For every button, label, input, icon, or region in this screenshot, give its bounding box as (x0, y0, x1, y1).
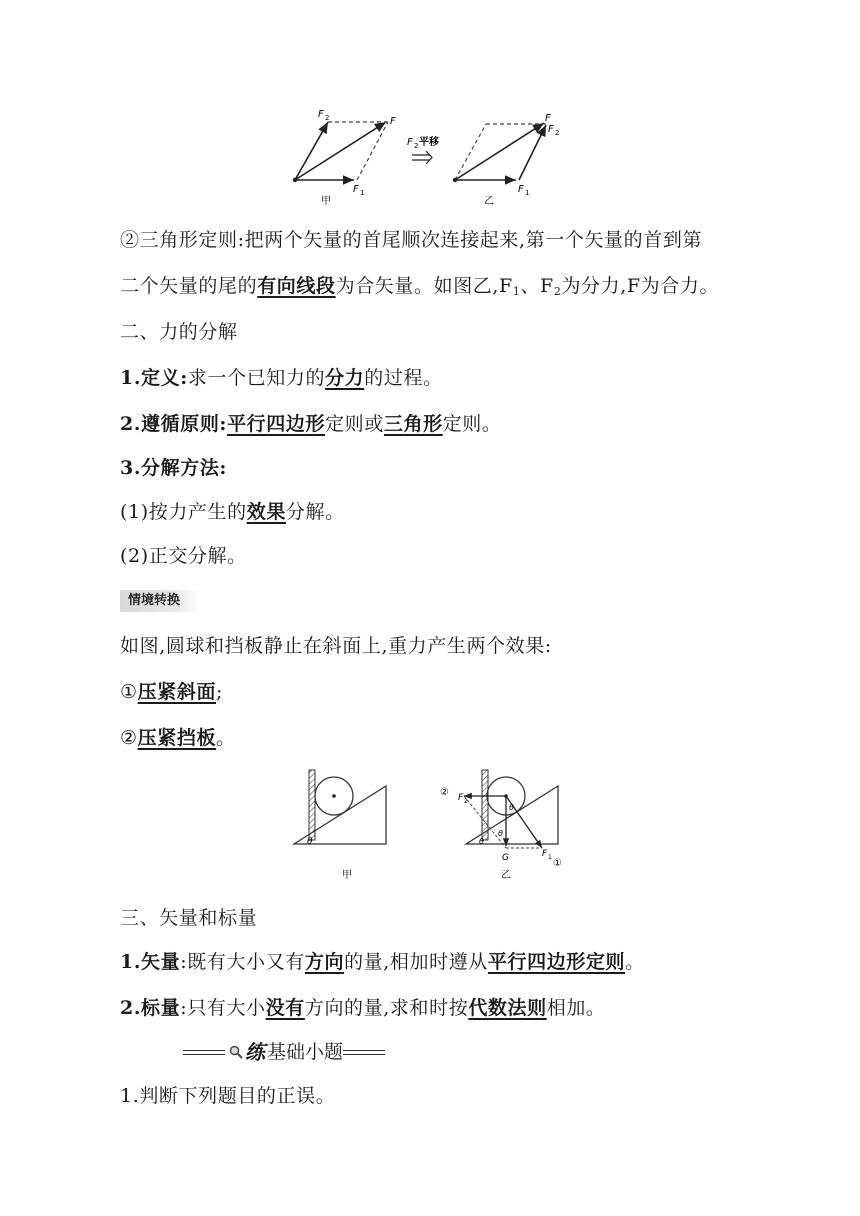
svg-text:1: 1 (548, 854, 552, 861)
method-heading: 3.分解方法: (120, 457, 228, 479)
parallelogram-diagram (293, 109, 396, 207)
scenario-tag: 情境转换 (120, 590, 200, 612)
section-title: 二、力的分解 (120, 321, 238, 343)
ball-incline-figure (280, 762, 600, 886)
vector-definition: 1.矢量:既有大小又有方向的量,相加时遵从平行四边形定则。 (120, 951, 645, 973)
label-f: F (390, 116, 396, 127)
svg-text:G: G (502, 853, 509, 863)
triangle-diagram (453, 113, 560, 207)
svg-text:2: 2 (555, 129, 560, 137)
svg-text:1: 1 (360, 189, 365, 197)
scalar-definition: 2.标量:只有大小没有方向的量,求和时按代数法则相加。 (120, 997, 606, 1019)
caption-jia: 甲 (342, 870, 352, 881)
label-f2: F (318, 109, 324, 120)
svg-text:θ: θ (498, 829, 503, 838)
label-f2: F (548, 124, 554, 135)
svg-text:θ: θ (479, 837, 484, 846)
svg-text:2: 2 (325, 114, 330, 122)
effect-2: ②压紧挡板。 (120, 727, 236, 749)
magnifier-icon (229, 1045, 243, 1059)
svg-text:θ: θ (509, 803, 514, 812)
caption-yi: 乙 (501, 870, 511, 881)
question-1: 1.判断下列题目的正误。 (120, 1085, 336, 1107)
label-f: F (545, 113, 551, 124)
svg-text:2: 2 (464, 798, 468, 805)
scenario-jia (294, 770, 386, 881)
svg-text:F: F (407, 137, 413, 148)
definition-line: 1.定义:求一个已知力的分力的过程。 (120, 367, 443, 389)
vector-addition-figure (280, 100, 580, 212)
label-f1: F (353, 184, 359, 195)
method-2: (2)正交分解。 (120, 545, 247, 567)
decor-line-left (183, 1050, 225, 1055)
triangle-rule-line1: ②三角形定则:把两个矢量的首尾顺次连接起来,第一个矢量的首到第 (120, 229, 703, 251)
svg-text:F: F (458, 793, 464, 803)
triangle-rule-line2: 二个矢量的尾的有向线段为合矢量。如图乙$,F_1$、$F_2$为分力,F为合力。 (120, 275, 720, 298)
svg-text:①: ① (553, 858, 562, 869)
effect-1: ①压紧斜面; (120, 681, 224, 703)
principle-line: 2.遵循原则:平行四边形定则或三角形定则。 (120, 413, 502, 435)
practice-banner (183, 1040, 385, 1064)
svg-text:1: 1 (525, 189, 530, 197)
practice-char: 练 (245, 1040, 265, 1064)
label-f1: F (518, 184, 524, 195)
svg-text:②: ② (440, 787, 449, 798)
section-title-3: 三、矢量和标量 (120, 907, 258, 929)
translate-arrow (407, 135, 440, 164)
key-term: 有向线段 (257, 275, 336, 297)
svg-text:F: F (542, 849, 548, 859)
caption-jia: 甲 (321, 196, 331, 207)
caption-yi: 乙 (484, 196, 494, 207)
practice-title: 基础小题 (267, 1041, 344, 1063)
decor-line-right (343, 1050, 385, 1055)
svg-text:θ: θ (307, 837, 313, 847)
svg-text:2: 2 (414, 142, 419, 150)
scenario-intro: 如图,圆球和挡板静止在斜面上,重力产生两个效果: (120, 635, 552, 657)
scenario-yi (440, 770, 562, 881)
svg-text:平移: 平移 (419, 137, 439, 148)
method-1: (1)按力产生的效果分解。 (120, 501, 345, 523)
